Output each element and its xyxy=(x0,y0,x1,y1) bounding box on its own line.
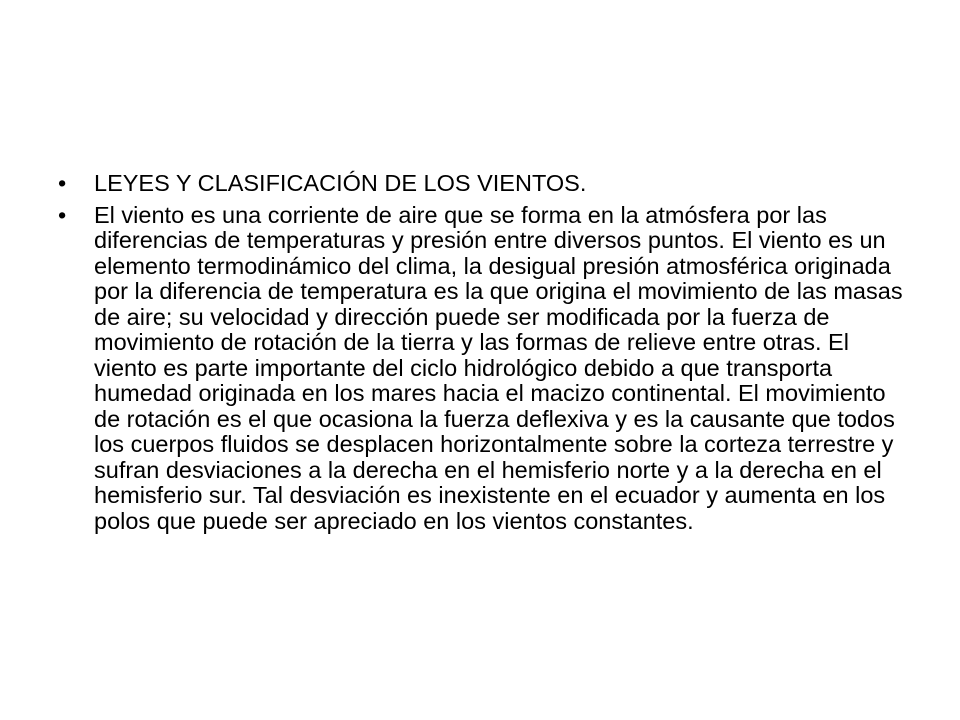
bullet-icon: • xyxy=(58,170,67,196)
bullet-text: LEYES Y CLASIFICACIÓN DE LOS VIENTOS. xyxy=(94,170,587,196)
bullet-icon: • xyxy=(58,201,67,228)
bullet-text: El viento es una corriente de aire que se forma en la atmósfera por las diferencias de temperaturas y presión entre diversos puntos. El viento es un elemento termodinámico del clima, la desigual presión atmosférica originada por la diferencia de temperatura es la que origina el movimiento de las masas de aire; su velocidad y dirección puede ser modificada por la fuerza de movimiento de rotación de la tierra y las formas de relieve entre otras. El viento es parte importante del ciclo hidrológico debido a que transporta humedad originada en los mares hacia el macizo continental. El movimiento de rotación es el que ocasiona la fuerza deflexiva y es la causante que todos los cuerpos fluidos se desplacen horizontalmente sobre la corteza terrestre y sufran desviaciones a la derecha en el hemisferio norte y a la derecha en el hemisferio sur. Tal desviación es inexistente en el ecuador y aumenta en los polos que puede ser apreciado en los vientos constantes. xyxy=(94,201,903,534)
bullet-list xyxy=(58,171,908,540)
bullet-item-body xyxy=(58,203,908,535)
bullet-item-title xyxy=(58,171,908,197)
